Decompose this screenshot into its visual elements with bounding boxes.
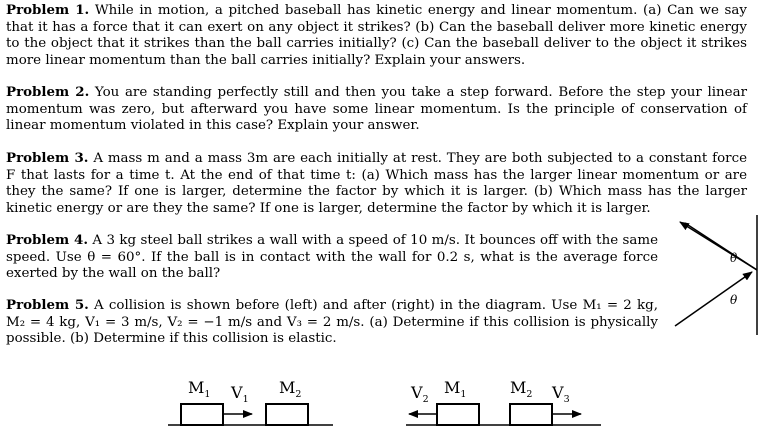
svg-text:V2 [410,383,429,405]
problem-4-text: A 3 kg steel ball strikes a wall with a speed of 10 m/s. It bounces off with the same speed. Use θ = 60°. If the ball is in contact with the wall for 0.2 s, what is the average force exerted by the wall on the ball? [6,233,659,282]
problem-3-title: Problem 3. [6,150,89,166]
svg-text:M2 [510,378,532,400]
after-block-m2 [510,404,552,425]
before-block-m1 [181,404,223,425]
problem-5-text: A collision is shown before (left) and after (right) in the diagram. Use M₁ = 2 kg, M₂ = 4 kg, V₁ = 3 m/s, V₂ = −1 m/s and V₃ = 2 m/s. (a) Determine if this collision is physically possible. (b) Determine if this collision is elastic. [6,298,658,347]
problem-1-text: While in motion, a pitched baseball has kinetic energy and linear momentum. (a) Can we say that it has a force that it can exert on any object it strikes? (b) Can the baseball deliver more kinetic energy to the object that it strikes than the ball carries initially? (c) Can the baseball deliver to the object it strikes more linear momentum than the ball carries initially? Explain your answers. [6,3,747,68]
before-v1-sub: 1 [242,394,249,405]
after-m1-label: M [444,378,461,397]
after-v3-label: V [552,383,564,402]
after-block-m1 [437,404,479,425]
problem-3-text: A mass m and a mass 3m are each initially at rest. They are both subjected to a constant force F that lasts for a time t. At the end of that time t: (a) Which mass has the larger linear momentum or are they the same? If one is larger, determine the factor by which it is larger. (b) Which mass has the larger kinetic energy or are they the same? If one is larger, determine the factor by which it is larger. [6,151,747,216]
svg-text:M1 [188,378,210,400]
problem-2-title: Problem 2. [6,84,90,100]
after-m1-sub: 1 [460,389,467,400]
problem-4-title: Problem 4. [6,232,88,248]
after-v2-label: V [411,383,423,402]
after-m2-label: M [510,378,527,397]
svg-text:V1 [230,383,249,405]
after-m2-sub: 2 [526,389,533,400]
theta-top-label: θ [730,251,738,265]
problem-5-title: Problem 5. [6,297,89,313]
theta-bottom-label: θ [730,293,738,307]
before-m2-label: M [279,378,296,397]
before-m2-sub: 2 [295,389,302,400]
svg-text:M2 [279,378,301,400]
problem-2-text: You are standing perfectly still and then you take a step forward. Before the step your linear momentum was zero, but afterward you have some linear momentum. Is the principle of conservation of linear momentum violated in this case? Explain your answer. [6,85,747,134]
svg-text:V3 [551,383,570,405]
before-v1-label: V [231,383,243,402]
after-v2-sub: 2 [422,394,429,405]
before-block-m2 [266,404,308,425]
svg-text:M1 [444,378,466,400]
before-m1-label: M [188,378,205,397]
after-v3-sub: 3 [563,394,570,405]
problem-1-title: Problem 1. [6,2,90,18]
before-m1-sub: 1 [204,389,211,400]
